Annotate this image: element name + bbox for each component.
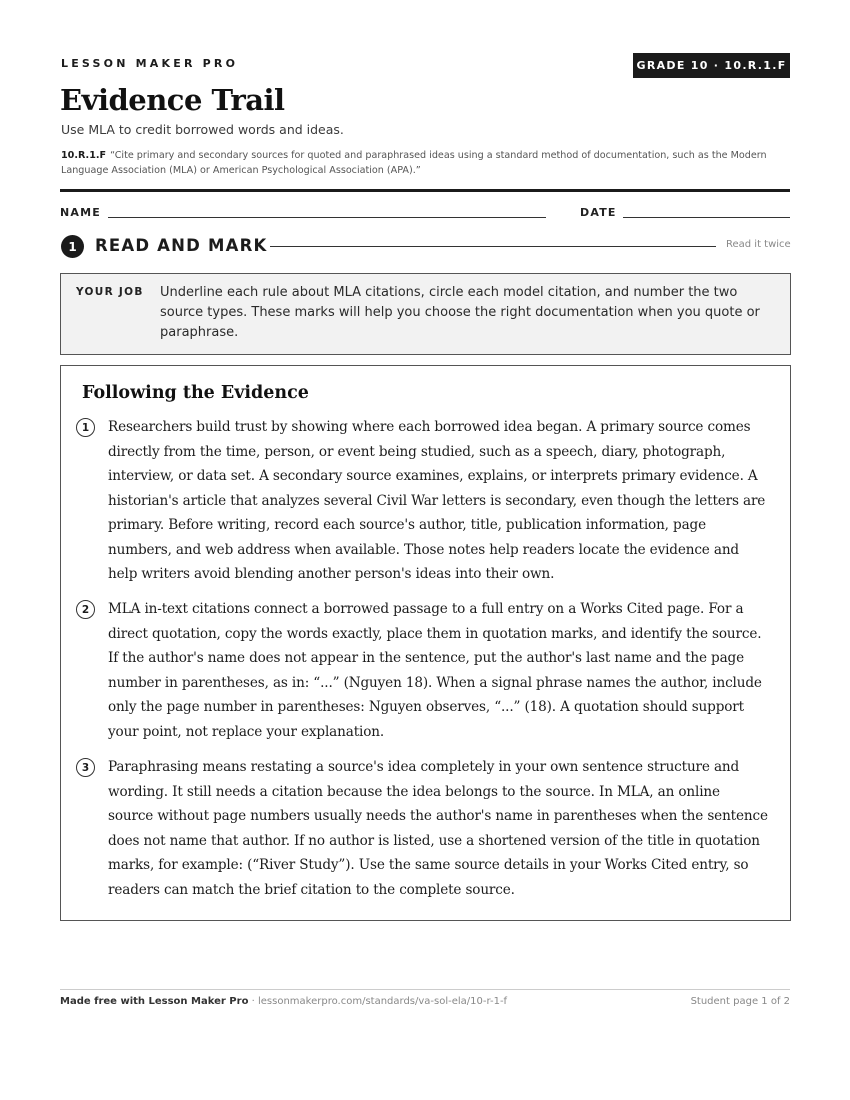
instructions-label: YOUR JOB bbox=[76, 286, 144, 298]
section-title: READ AND MARK bbox=[95, 236, 268, 255]
footer-separator: · bbox=[248, 996, 258, 1007]
paragraph-number: 1 bbox=[76, 418, 95, 437]
footer-divider bbox=[60, 989, 790, 990]
name-field[interactable] bbox=[108, 217, 546, 218]
section-number-badge: 1 bbox=[61, 235, 84, 258]
footer-made-with: Made free with Lesson Maker Pro bbox=[60, 996, 249, 1007]
paragraph-number: 3 bbox=[76, 758, 95, 777]
standard-code: 10.R.1.F bbox=[61, 150, 107, 161]
page-title: Evidence Trail bbox=[60, 83, 285, 117]
date-field[interactable] bbox=[623, 217, 790, 218]
name-label: NAME bbox=[60, 206, 101, 219]
grade-badge: GRADE 10 · 10.R.1.F bbox=[633, 53, 790, 78]
standard-text: “Cite primary and secondary sources for quoted and paraphrased ideas using a standard method of documentation, such as the Modern Language Association (MLA) or American Psychological Association (APA).” bbox=[61, 150, 767, 176]
paragraph-number: 2 bbox=[76, 600, 95, 619]
date-label: DATE bbox=[580, 206, 617, 219]
standard-statement bbox=[61, 148, 790, 178]
header-divider bbox=[60, 189, 790, 192]
section-hint: Read it twice bbox=[726, 239, 791, 250]
paragraph-text: MLA in-text citations connect a borrowed passage to a full entry on a Works Cited page. For a direct quotation, copy the words exactly, place them in quotation marks, and identify the source. If the author's name does not appear in the sentence, put the author's last name and the page number in parentheses, as in: “...” (Nguyen 18). When a signal phrase names the author, include only the page number in parentheses: Nguyen observes, “...” (18). A quotation should support your point, not replace your explanation. bbox=[108, 601, 762, 740]
paragraph-text: Paraphrasing means restating a source's idea completely in your own sentence structure and wording. It still needs a citation because the idea belongs to the source. In MLA, an online source without page numbers usually needs the author's name in parentheses when the sentence does not name that author. If no author is listed, use a shortened version of the title in quotation marks, for example: (“River Study”). Use the same source details in your Works Cited entry, so readers can match the brief citation to the complete source. bbox=[108, 759, 768, 898]
reading-passage bbox=[60, 365, 791, 921]
brand-name: LESSON MAKER PRO bbox=[61, 57, 239, 70]
page-indicator: Student page 1 of 2 bbox=[690, 996, 790, 1007]
footer-credit bbox=[60, 996, 507, 1007]
instructions-box bbox=[60, 273, 791, 355]
instructions-text: Underline each rule about MLA citations, circle each model citation, and number the two source types. These marks will help you choose the right documentation when you quote or paraphrase. bbox=[160, 285, 760, 340]
passage-title: Following the Evidence bbox=[82, 383, 309, 403]
page-subtitle: Use MLA to credit borrowed words and ideas. bbox=[61, 122, 344, 137]
section-divider bbox=[270, 246, 716, 247]
footer-url[interactable]: lessonmakerpro.com/standards/va-sol-ela/10-r-1-f bbox=[257, 996, 508, 1007]
paragraph-text: Researchers build trust by showing where each borrowed idea began. A primary source comes directly from the time, person, or event being studied, such as a speech, diary, photograph, interview, or data set. A secondary source examines, explains, or interprets primary evidence. A historian's article that analyzes several Civil War letters is secondary, even though the letters are primary. Before writing, record each source's author, title, publication information, page numbers, and web address when available. Those notes help readers locate the evidence and help writers avoid blending another person's ideas into their own. bbox=[108, 419, 766, 582]
